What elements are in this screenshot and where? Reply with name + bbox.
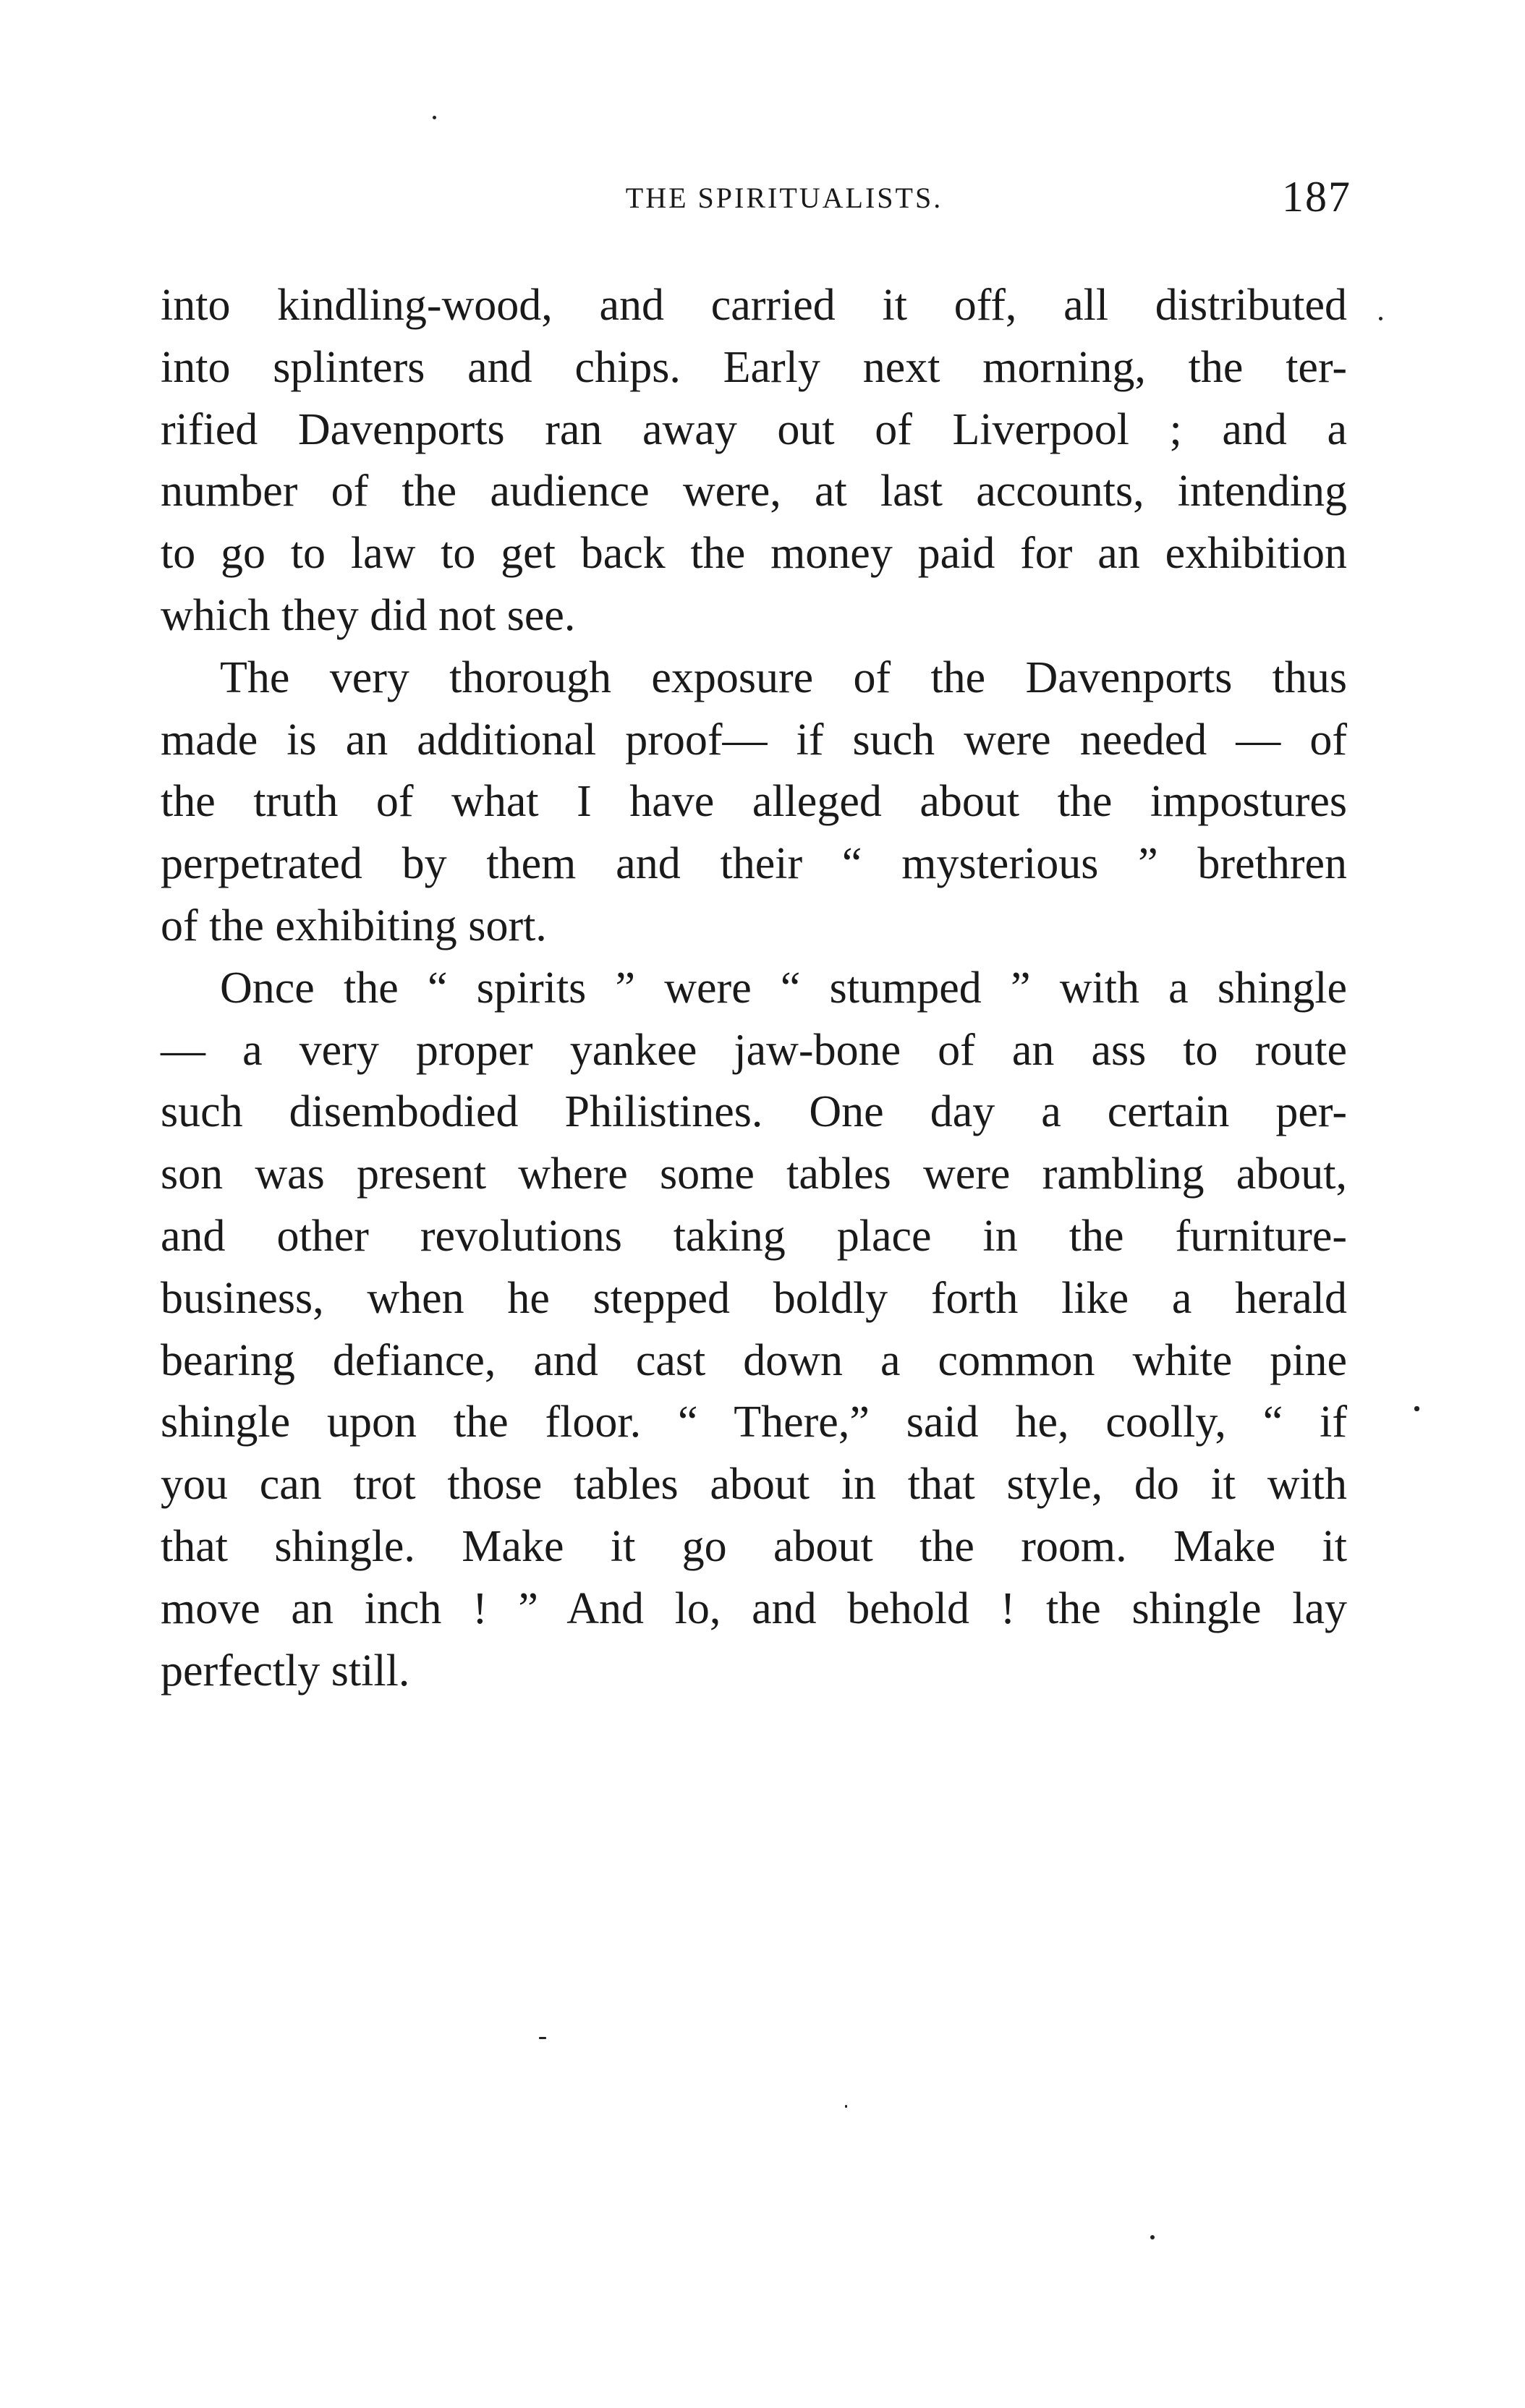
page-number: 187 (1282, 173, 1351, 221)
body-text (161, 275, 1347, 1702)
text-line: business, when he stepped boldly forth like a herald (161, 1273, 1347, 1323)
text-line: shingle upon the floor. “ There,” said he, coolly, “ if (161, 1397, 1347, 1447)
text-line: son was present where some tables were rambling about, (161, 1149, 1347, 1199)
text-line: number of the audience were, at last accounts, intending (161, 467, 1347, 516)
text-line: perfectly still. (161, 1646, 410, 1696)
scan-speck (1414, 1406, 1419, 1411)
text-line: bearing defiance, and cast down a common white pine (161, 1335, 1347, 1385)
scan-speck (539, 2037, 546, 2039)
text-line: such disembodied Philistines. One day a certain per- (161, 1087, 1347, 1137)
text-line: and other revolutions taking place in the furniture- (161, 1211, 1347, 1261)
text-line: rified Davenports ran away out of Liverpool ; and a (161, 404, 1347, 454)
paragraph-1 (161, 275, 1347, 647)
running-title: THE SPIRITUALISTS. (625, 182, 943, 214)
text-line: into splinters and chips. Early next morning, the ter- (161, 342, 1347, 392)
scan-speck (433, 116, 436, 119)
text-line: Once the “ spirits ” were “ stumped ” with a shingle (220, 963, 1347, 1013)
text-line: of the exhibiting sort. (161, 901, 547, 950)
paragraph-2 (161, 647, 1347, 958)
scan-speck (845, 2105, 847, 2108)
text-line: made is an additional proof— if such were needed — of (161, 715, 1347, 765)
paragraph-3 (161, 958, 1347, 1703)
text-line: — a very proper yankee jaw-bone of an ass to route (161, 1025, 1347, 1075)
text-line: which they did not see. (161, 590, 576, 640)
text-line: The very thorough exposure of the Davenports thus (220, 652, 1347, 702)
scan-speck (1379, 317, 1382, 320)
running-head (0, 172, 1525, 223)
text-line: to go to law to get back the money paid for an exhibition (161, 529, 1347, 579)
text-line: the truth of what I have alleged about the impostures (161, 777, 1347, 827)
scan-speck (1150, 2235, 1155, 2239)
text-line: you can trot those tables about in that style, do it with (161, 1460, 1347, 1510)
text-line: into kindling-wood, and carried it off, all distributed (161, 281, 1347, 330)
text-line: move an inch ! ” And lo, and behold ! the shingle lay (161, 1583, 1347, 1633)
text-line: that shingle. Make it go about the room. Make it (161, 1521, 1347, 1571)
text-line: perpetrated by them and their “ mysterious ” brethren (161, 839, 1347, 889)
